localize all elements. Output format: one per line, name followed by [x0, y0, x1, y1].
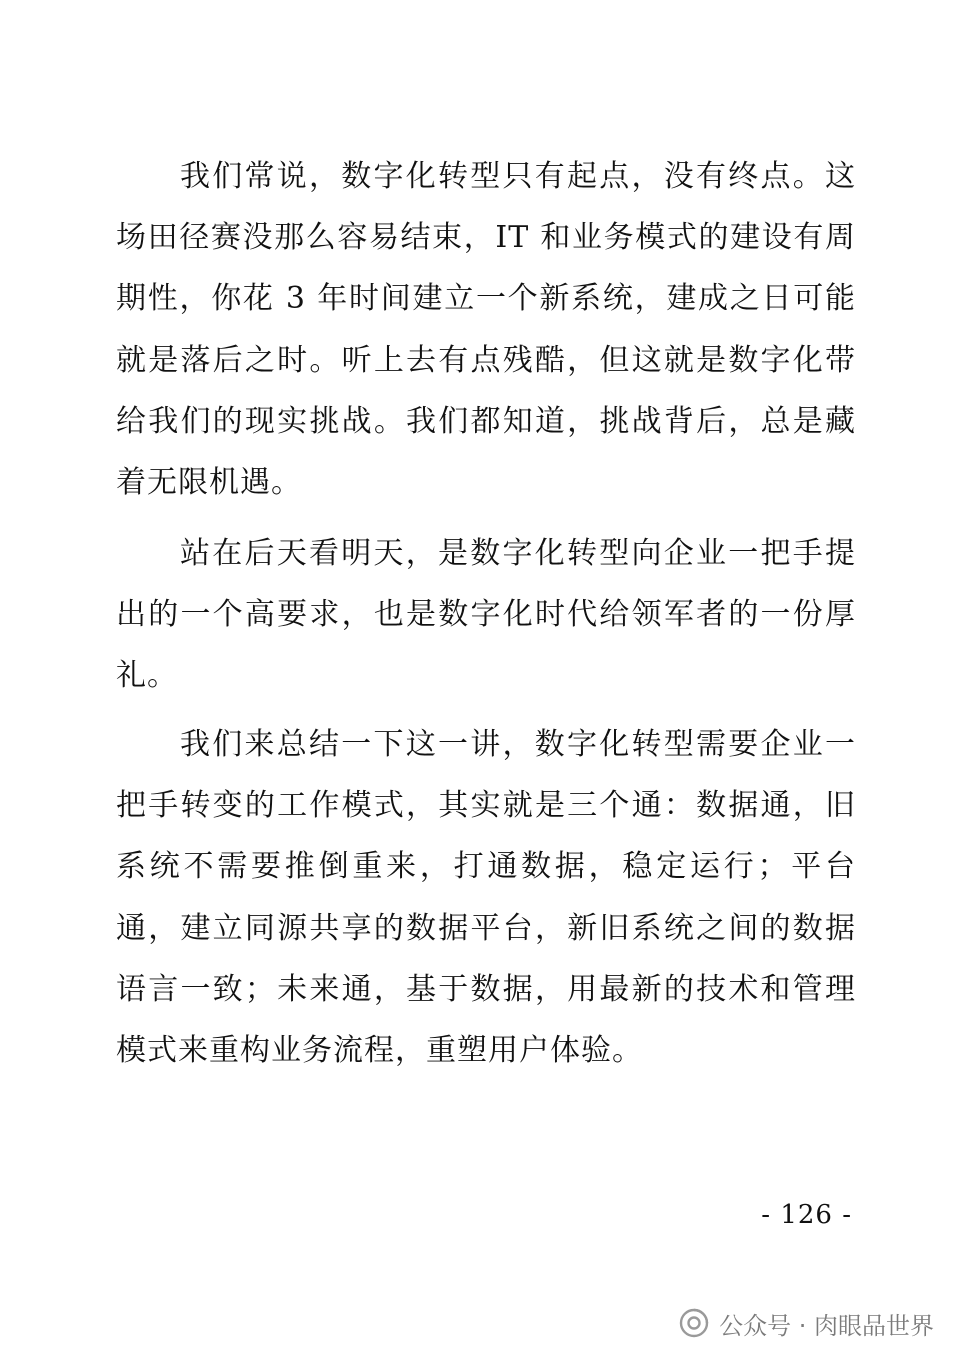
watermark — [679, 1305, 934, 1341]
paragraph-2: 站在后天看明天，是数字化转型向企业一把手提出的一个高要求，也是数字化时代给领军者的一份厚礼。 — [116, 536, 856, 694]
paragraph-3: 我们来总结一下这一讲，数字化转型需要企业一把手转变的工作模式，其实就是三个通：数据通，旧系统不需要推倒重来，打通数据，稳定运行；平台通，建立同源共享的数据平台，新旧系统之间的数据语言一致；未来通，基于数据，用最新的技术和管理模式来重构业务流程，重塑用户体验。 — [116, 727, 856, 1069]
page-number: - 126 - — [761, 1200, 852, 1230]
watermark-text: 公众号 · 肉眼品世界 — [719, 1311, 934, 1340]
wechat-official-account-icon — [679, 1308, 709, 1338]
paragraph-1: 我们常说，数字化转型只有起点，没有终点。这场田径赛没那么容易结束，IT 和业务模式的建设有周期性，你花 3 年时间建立一个新系统，建成之日可能就是落后之时。听上去有点残酷，但这就是数字化带给我们的现实挑战。我们都知道，挑战背后，总是藏着无限机遇。 — [116, 159, 856, 501]
